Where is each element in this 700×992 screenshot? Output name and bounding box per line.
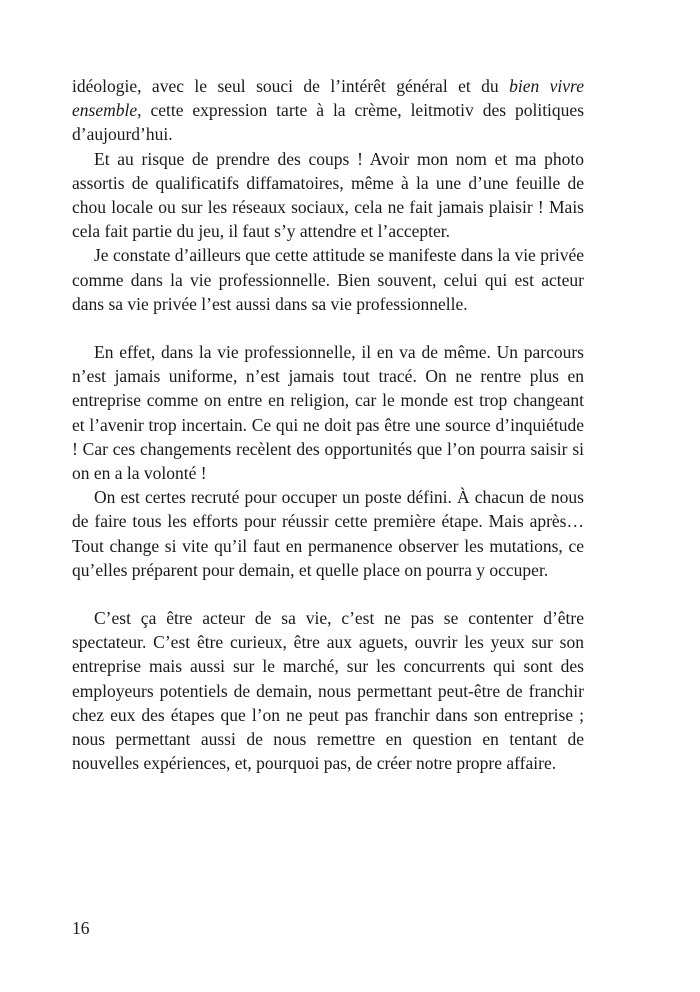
paragraph-4: En effet, dans la vie professionnelle, il en va de même. Un parcours n’est jamais uniforme, n’est jamais tout tracé. On ne rentre plus en entreprise comme on entre en religion, car le monde est trop changeant et l’avenir trop incertain. Ce qui ne doit pas être une source d’inquiétude ! Car ces changements recèlent des opportunités que l’on pourra saisir si on en a la volonté ! — [72, 342, 584, 484]
paragraph-1-italic: bien vivre ensemble, — [72, 76, 584, 121]
paragraph-5: On est certes recruté pour occuper un poste défini. À chacun de nous de faire tous les efforts pour réussir cette première étape. Mais après… Tout change si vite qu’il faut en permanence observer les mutations, ce qu’elles préparent pour demain, et quelle place on pourra y occuper. — [72, 487, 584, 580]
paragraph-1-text-a: idéologie, avec le seul souci de l’intérêt général et du — [72, 76, 510, 96]
paragraph-3: Je constate d’ailleurs que cette attitude se manifeste dans la vie privée comme dans la vie professionnelle. Bien souvent, celui qui est acteur dans sa vie privée l’est aussi dans sa vie professionnelle. — [72, 245, 584, 314]
paragraph-6: C’est ça être acteur de sa vie, c’est ne pas se contenter d’être spectateur. C’est être curieux, être aux aguets, ouvrir les yeux sur son entreprise mais aussi sur le marché, sur les concurrents qui sont des employeurs potentiels de demain, nous permettant peut-être de franchir chez eux des étapes que l’on ne peut pas franchir dans son entreprise ; nous permettant aussi de nous remettre en question en tentant de nouvelles expériences, et, pourquoi pas, de créer notre propre affaire. — [72, 608, 584, 774]
body-text — [72, 74, 584, 775]
paragraph-continued — [72, 74, 584, 147]
paragraph-2: Et au risque de prendre des coups ! Avoir mon nom et ma photo assortis de qualificatifs diffamatoires, même à la une d’une feuille de chou locale ou sur les réseaux sociaux, cela ne fait jamais plaisir ! Mais cela fait partie du jeu, il faut s’y attendre et l’accepter. — [72, 148, 584, 242]
page-number: 16 — [72, 918, 90, 938]
paragraph-1-text-b: cette expression tarte à la crème, leitmotiv des politiques d’aujourd’hui. — [72, 100, 584, 145]
